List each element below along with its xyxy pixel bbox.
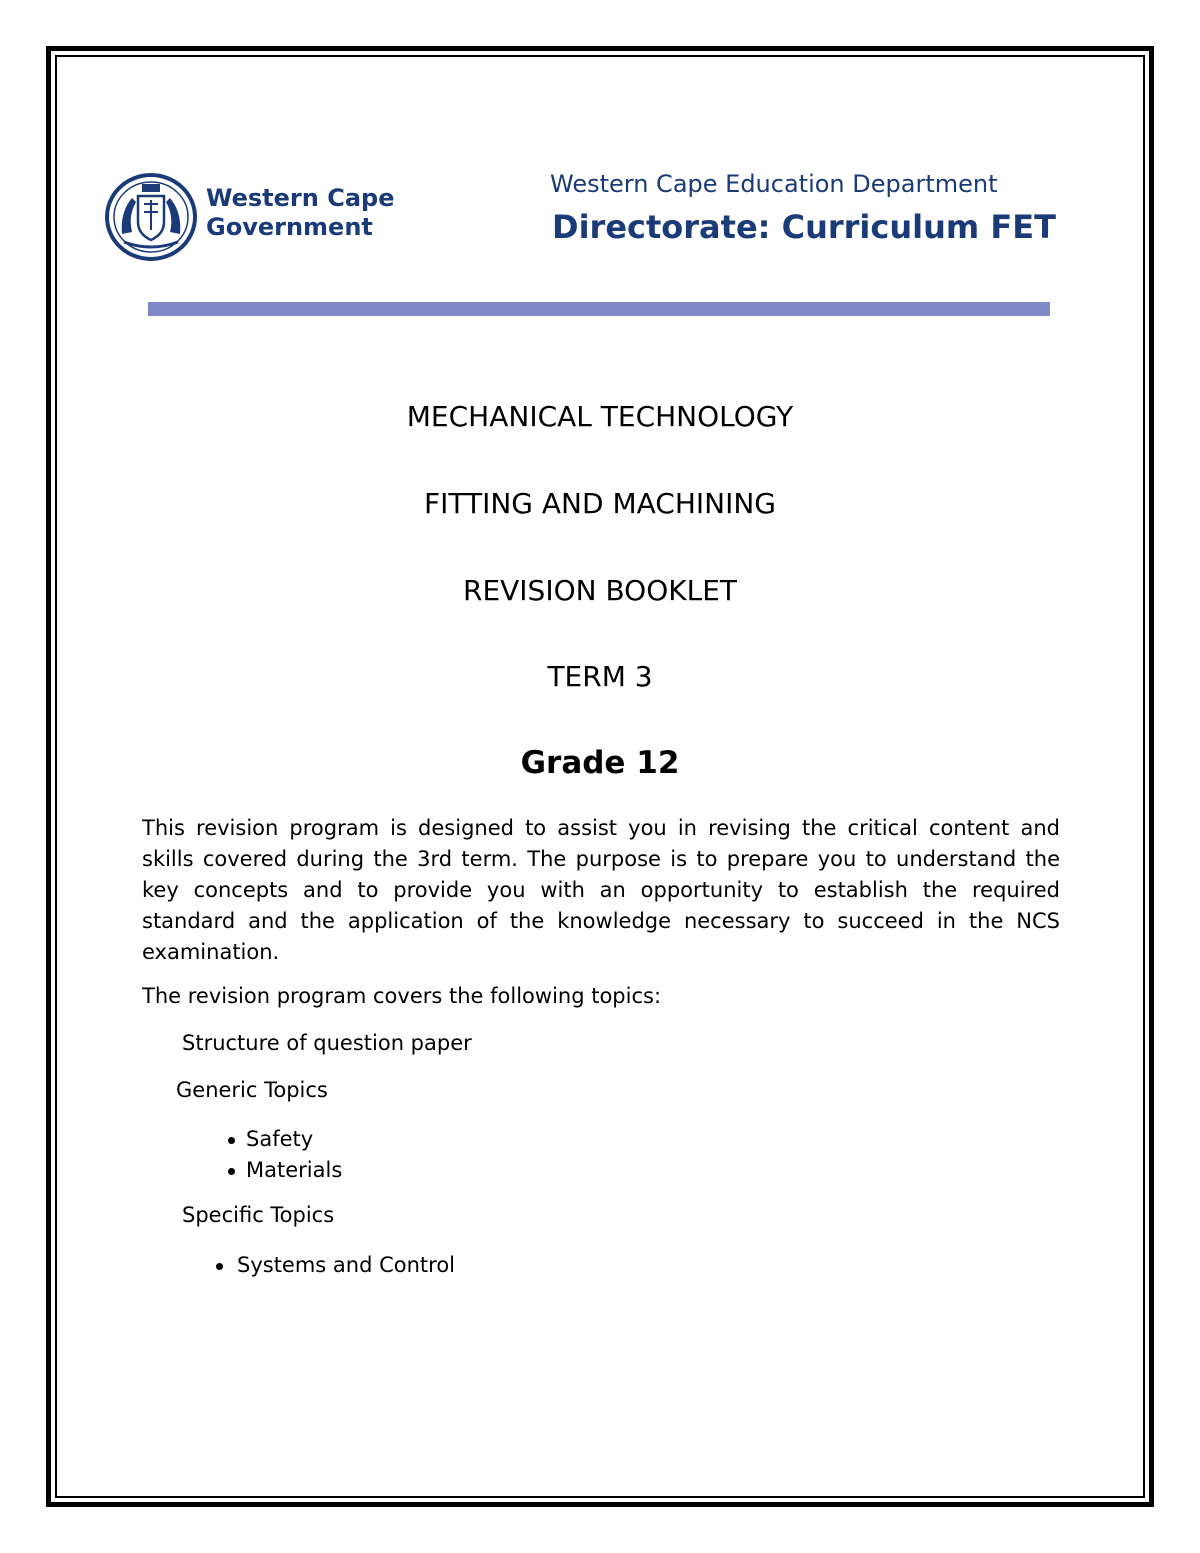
directorate-name: Directorate: Curriculum FET [552,208,1056,246]
bullet-icon [228,1137,235,1144]
generic-topics-heading: Generic Topics [176,1078,328,1102]
booklet-title: REVISION BOOKLET [462,574,738,607]
list-item [237,1250,455,1281]
department-name: Western Cape Education Department [550,170,998,198]
list-item-label: Systems and Control [237,1253,456,1277]
coat-of-arms-icon [104,172,200,262]
specific-topics-heading: Specific Topics [182,1203,335,1227]
subject-title: MECHANICAL TECHNOLOGY [406,400,794,433]
topic-structure: Structure of question paper [182,1031,472,1055]
list-item [246,1124,342,1155]
list-item-label: Materials [246,1158,343,1182]
term-title: TERM 3 [547,660,653,693]
stream-title: FITTING AND MACHINING [424,487,776,520]
list-item-label: Safety [246,1127,314,1151]
logo-line-2: Government [206,213,373,241]
bullet-icon [228,1168,235,1175]
grade-title: Grade 12 [520,745,680,781]
specific-topics-list [237,1250,455,1281]
list-item [246,1155,342,1186]
logo-text [206,184,394,242]
bullet-icon [216,1263,223,1270]
intro-paragraph: This revision program is designed to assist you in revising the critical content and skills covered during the 3rd term. The purpose is to prepare you to understand the key concepts and to provide you with an opportunity to establish the required standard and the application of the knowledge necessary to succeed in the NCS examination. [142,816,1060,964]
logo-line-1: Western Cape [206,184,395,212]
wcg-logo [104,172,414,262]
topics-lead: The revision program covers the following topics: [142,984,662,1008]
generic-topics-list [246,1124,342,1186]
header-rule [148,302,1050,316]
